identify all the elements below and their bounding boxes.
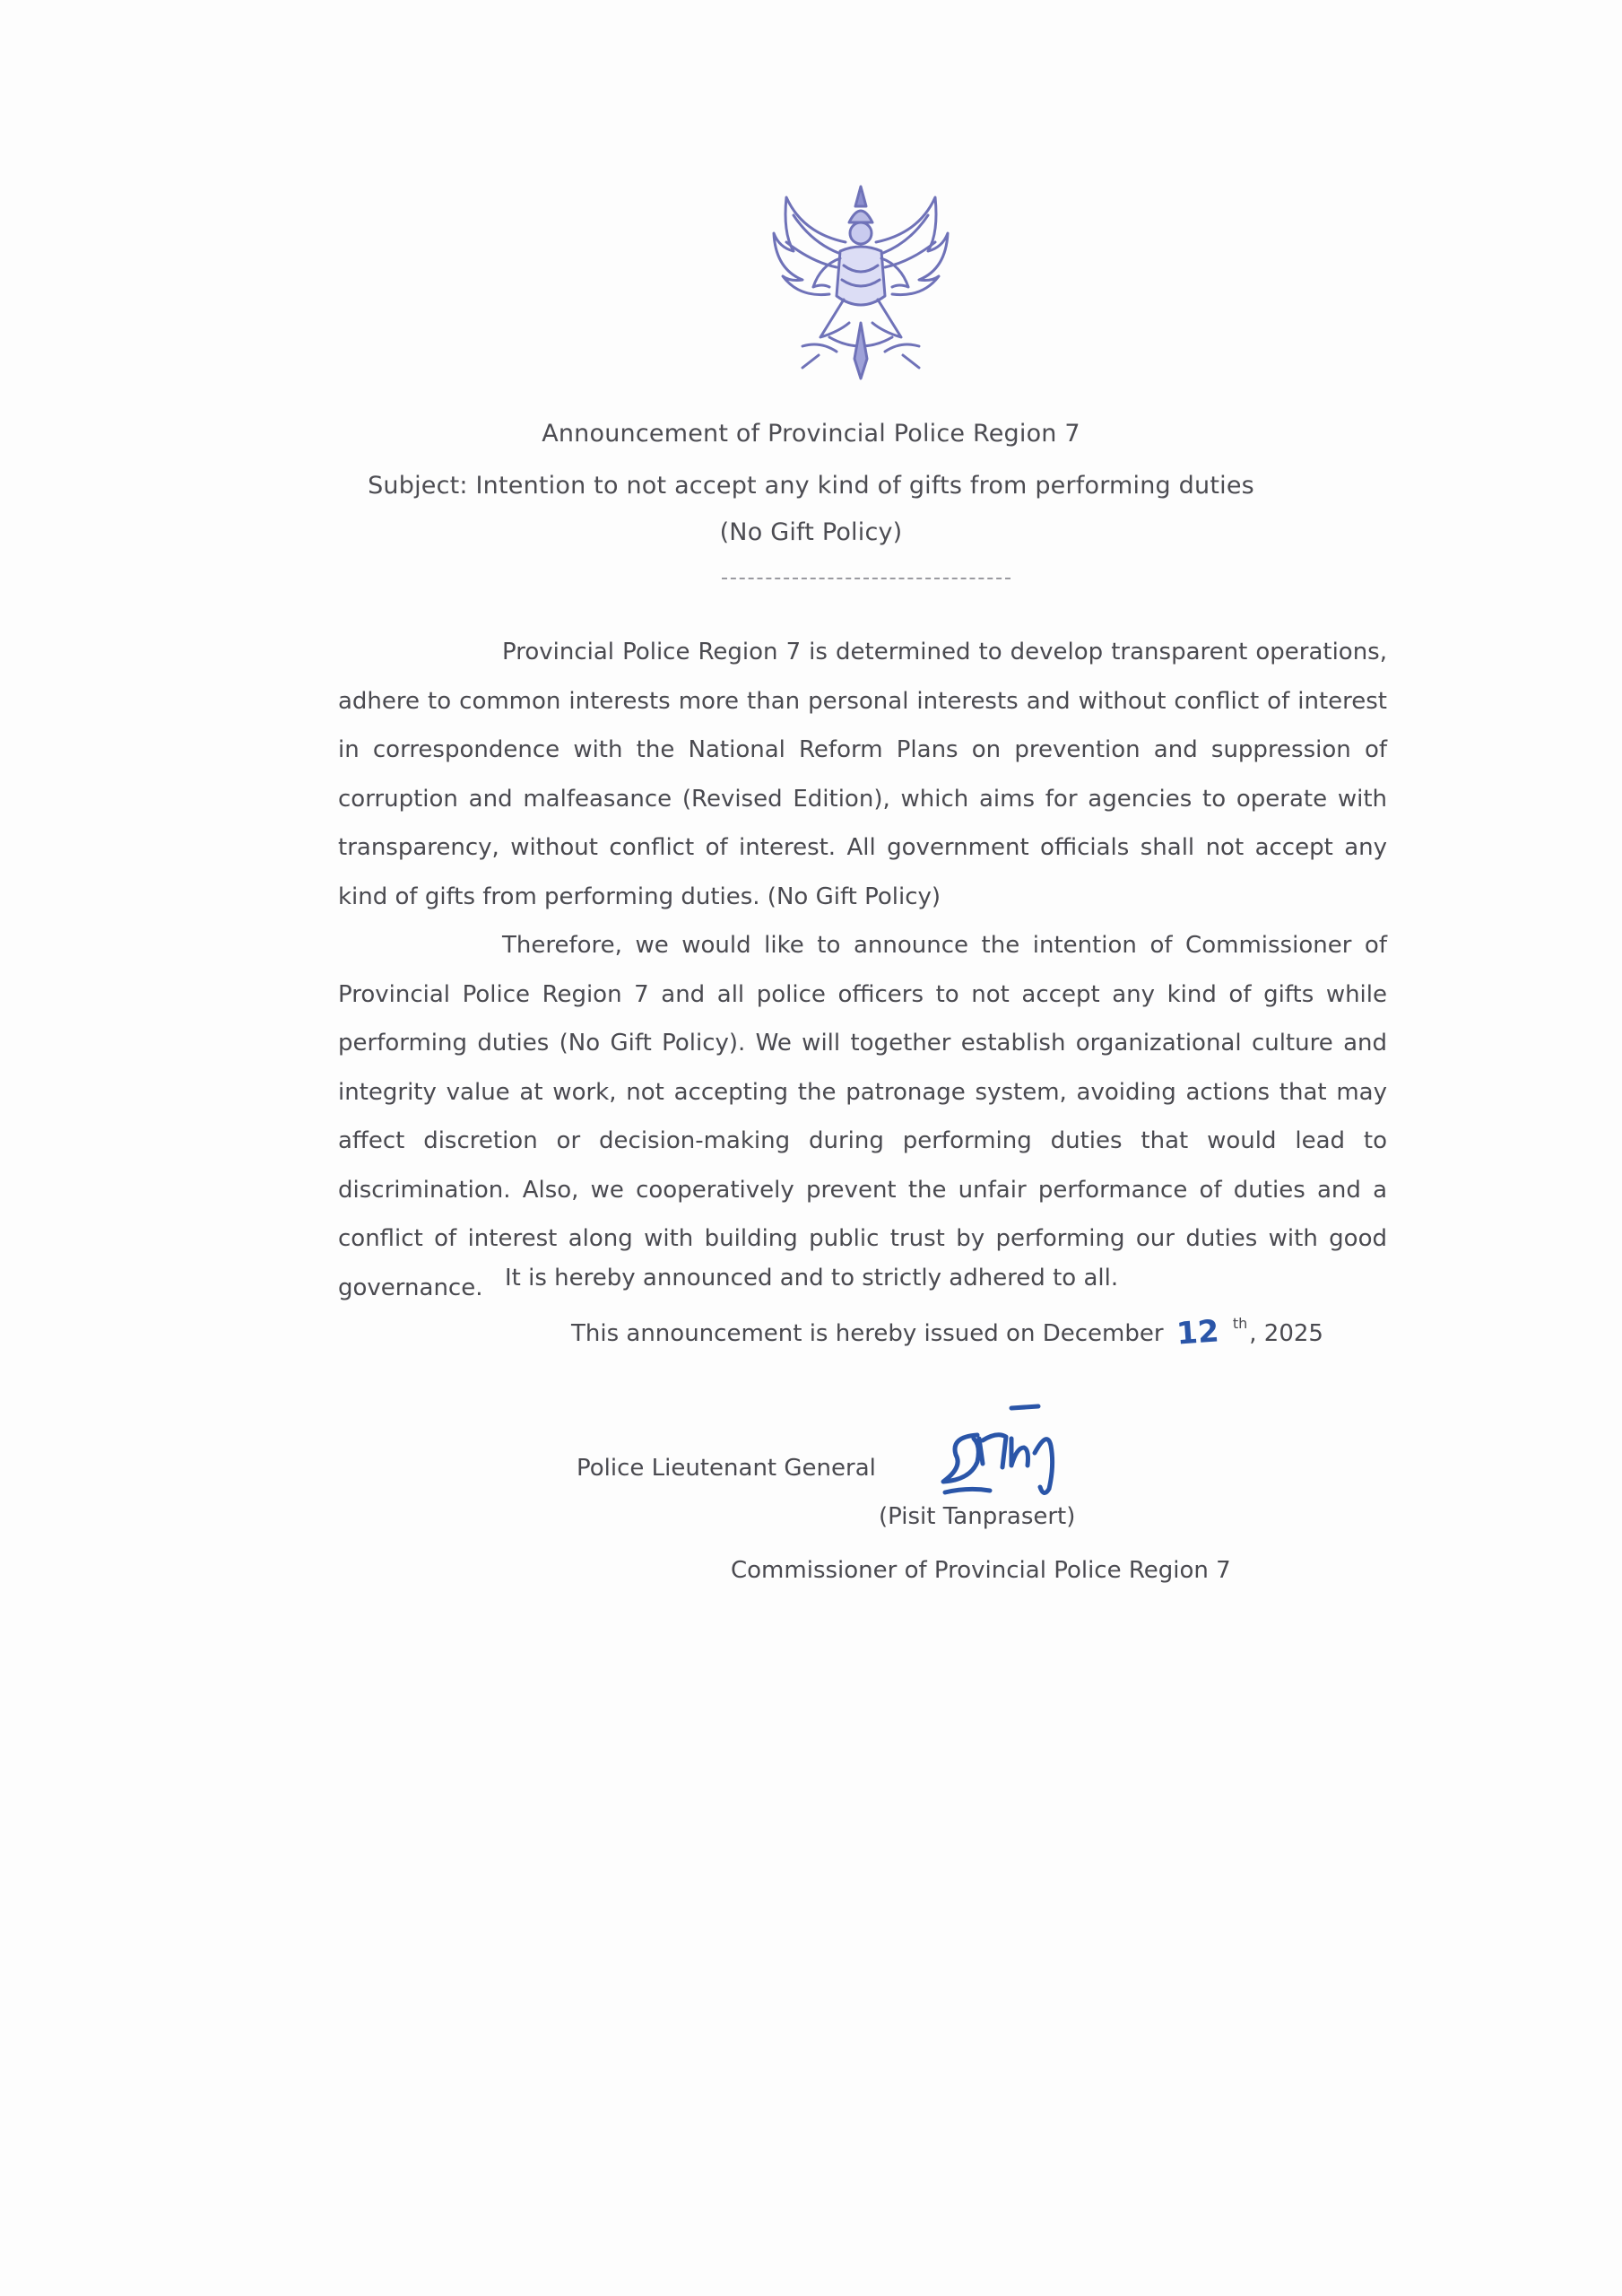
issue-day-handwritten: 12 [1175,1313,1220,1352]
announcement-title: Announcement of Provincial Police Region 7 [542,420,1080,448]
signatory-rank: Police Lieutenant General [577,1455,876,1482]
issue-day-suffix: th [1232,1315,1248,1332]
issue-date-line [571,1313,1323,1352]
body-paragraph-1: Provincial Police Region 7 is determined to develop transparent operations, adhere to common interests more than personal interests and without conflict of interest in correspondence with the National Reform Plans on prevention and suppression of corruption and malfeasance (Revised Edition), which aims for agencies to operate with transparency, without conflict of interest. All government officials shall not accept any kind of gifts from performing duties. (No Gift Policy) [338,639,1387,910]
announcement-subject: Subject: Intention to not accept any kind of gifts from performing duties [368,472,1254,500]
announcement-policy-name: (No Gift Policy) [719,518,903,546]
closing-statement: It is hereby announced and to strictly adhered to all. [505,1265,1119,1292]
announcement-body [338,628,1387,1312]
signatory-title: Commissioner of Provincial Police Region 7 [731,1557,1231,1584]
garuda-emblem-icon [767,179,955,386]
header-divider [722,578,1010,579]
handwritten-signature [924,1399,1085,1507]
body-paragraph-2: Therefore, we would like to announce the intention of Commissioner of Provincial Police Region 7 and all police officers to not accept any kind of gifts while performing duties (No Gift Policy). We will together establish organizational culture and integrity value at work, not accepting the patronage system, avoiding actions that may affect discretion or decision-making during performing duties that would lead to discrimination. Also, we cooperatively prevent the unfair performance of duties and a conflict of interest along with building public trust by performing our duties with good governance. [338,932,1387,1301]
issue-year: , 2025 [1249,1320,1323,1347]
issue-date-prefix: This announcement is hereby issued on December [571,1320,1164,1347]
signatory-name: (Pisit Tanprasert) [879,1503,1076,1530]
